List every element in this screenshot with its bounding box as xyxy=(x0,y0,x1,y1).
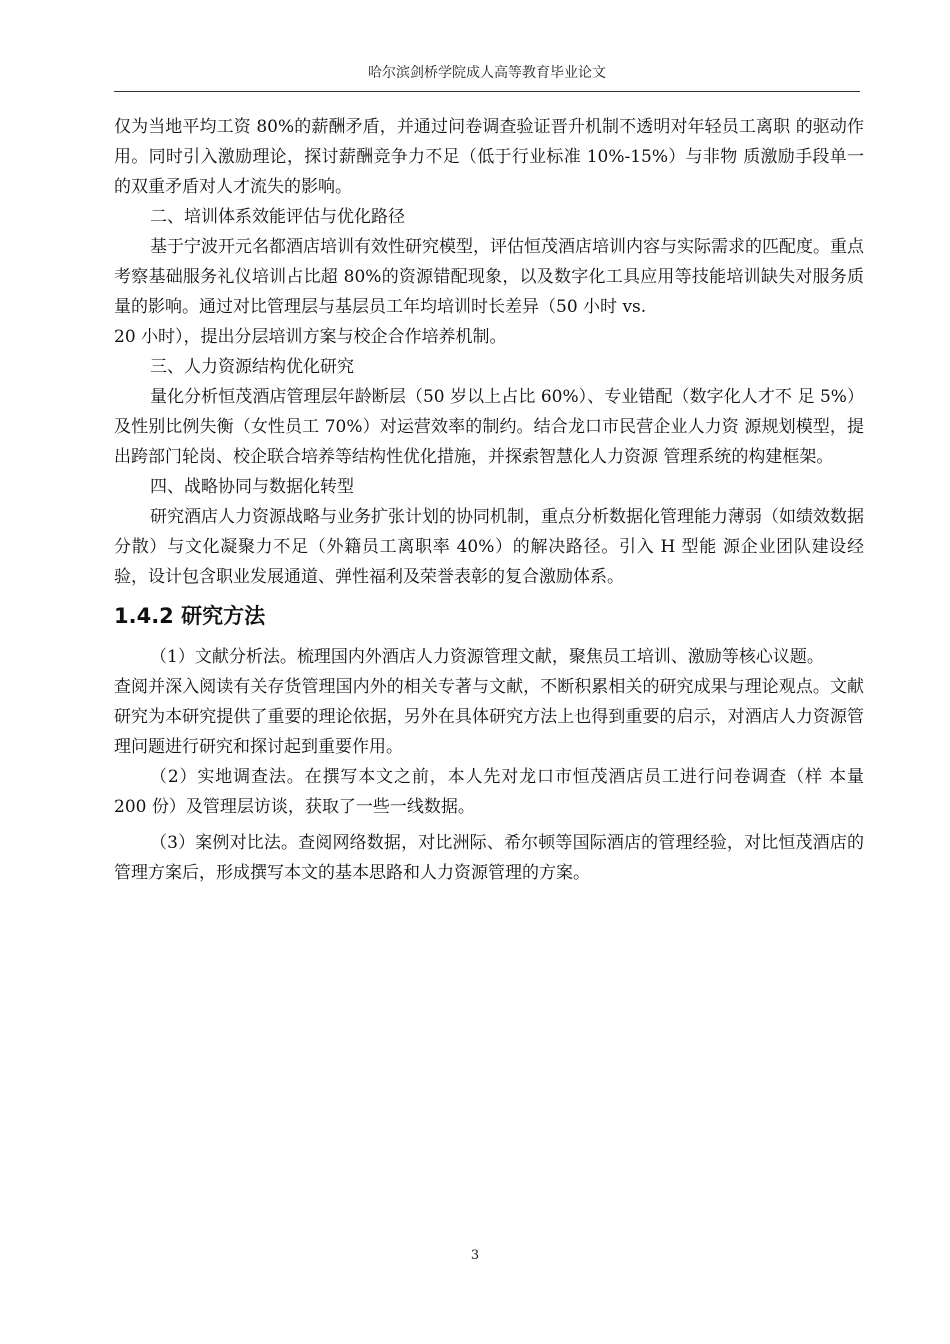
section-heading-research-methods: 1.4.2 研究方法 xyxy=(114,604,266,628)
paragraph-method-literature: （1）文献分析法。梳理国内外酒店人力资源管理文献，聚焦员工培训、激励等核心议题。 xyxy=(150,647,824,667)
paragraph-method-literature-continued: 查阅并深入阅读有关存货管理国内外的相关专著与文献，不断积累相关的研究成果与理论观点。文献研究为本研究提供了重要的理论依据，另外在具体研究方法上也得到重要的启示，对酒店人力资源管理问题进行研究和探讨起到重要作用。 xyxy=(114,677,864,757)
page-number: 3 xyxy=(470,1248,480,1263)
page-body xyxy=(114,112,864,888)
subheading-training: 二、培训体系效能评估与优化路径 xyxy=(150,207,405,227)
paragraph-training-continued: 20 小时），提出分层培训方案与校企合作培养机制。 xyxy=(114,327,507,347)
subheading-structure: 三、人力资源结构优化研究 xyxy=(150,357,354,377)
paragraph-method-survey: （2）实地调查法。在撰写本文之前，本人先对龙口市恒茂酒店员工进行问卷调查（样 本量 200 份）及管理层访谈，获取了一些一线数据。 xyxy=(114,767,864,817)
paragraph-salary-analysis: 仅为当地平均工资 80%的薪酬矛盾，并通过问卷调查验证晋升机制不透明对年轻员工离职 的驱动作用。同时引入激励理论，探讨薪酬竞争力不足（低于行业标准 10%-15%）与非物 质激励手段单一的双重矛盾对人才流失的影响。 xyxy=(114,117,864,197)
subheading-strategy: 四、战略协同与数据化转型 xyxy=(150,477,354,497)
paragraph-method-case: （3）案例对比法。查阅网络数据，对比洲际、希尔顿等国际酒店的管理经验，对比恒茂酒店的管理方案后，形成撰写本文的基本思路和人力资源管理的方案。 xyxy=(114,833,864,883)
running-header: 哈尔滨剑桥学院成人高等教育毕业论文 xyxy=(114,62,860,92)
paragraph-strategy: 研究酒店人力资源战略与业务扩张计划的协同机制，重点分析数据化管理能力薄弱（如绩效数据分散）与文化凝聚力不足（外籍员工离职率 40%）的解决路径。引入 H 型能 源企业团队建设经验，设计包含职业发展通道、弹性福利及荣誉表彰的复合激励体系。 xyxy=(114,507,864,587)
paragraph-structure: 量化分析恒茂酒店管理层年龄断层（50 岁以上占比 60%）、专业错配（数字化人才不 足 5%）及性别比例失衡（女性员工 70%）对运营效率的制约。结合龙口市民营企业人力资 源规划模型，提出跨部门轮岗、校企联合培养等结构性优化措施，并探索智慧化人力资源 管理系统的构建框架。 xyxy=(114,387,864,467)
paragraph-training: 基于宁波开元名都酒店培训有效性研究模型，评估恒茂酒店培训内容与实际需求的匹配度。重点考察基础服务礼仪培训占比超 80%的资源错配现象，以及数字化工具应用等技能培训缺失对服务质量的影响。通过对比管理层与基层员工年均培训时长差异（50 小时 vs. xyxy=(114,237,864,317)
